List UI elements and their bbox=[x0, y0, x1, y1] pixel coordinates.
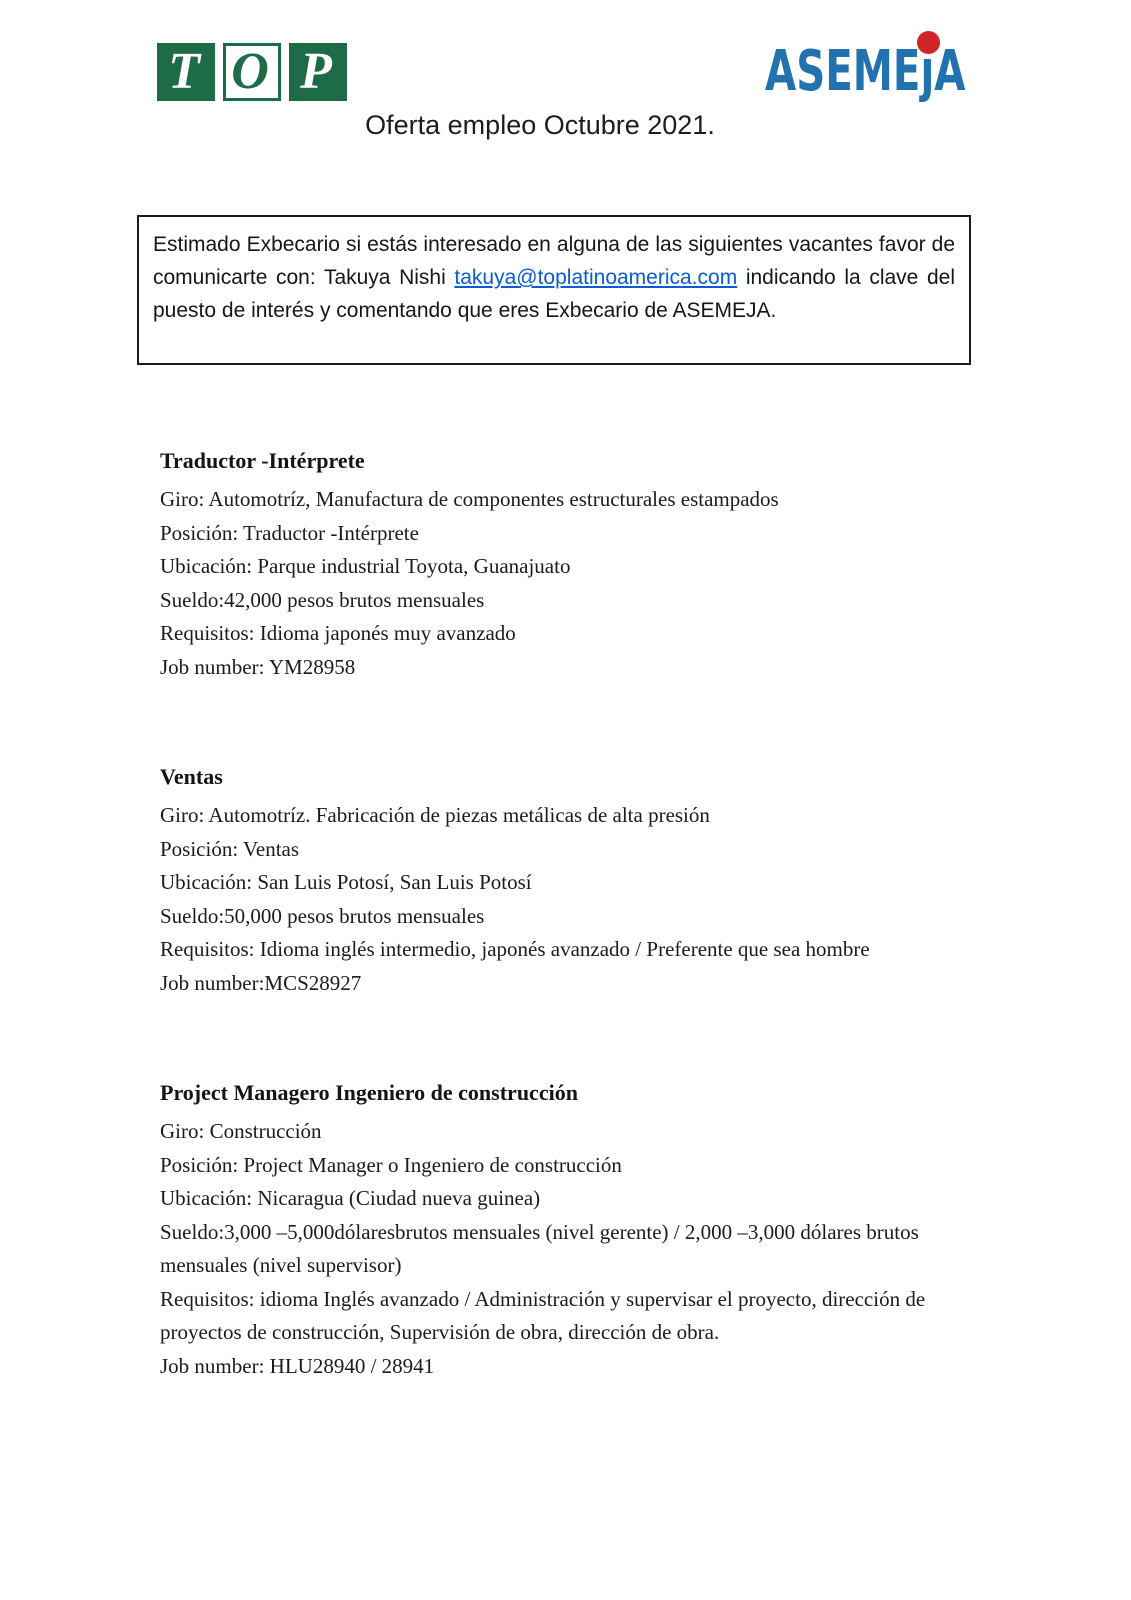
job-detail-line: Requisitos: idioma Inglés avanzado / Administración y supervisar el proyecto, dirección de bbox=[160, 1286, 926, 1311]
job-detail-line: Giro: Automotríz, Manufactura de componentes estructurales estampados bbox=[160, 487, 779, 511]
job-detail-line: Job number:MCS28927 bbox=[160, 970, 362, 995]
job-section-ventas bbox=[160, 760, 990, 1000]
job-detail-line: Posición: Traductor -Intérprete bbox=[160, 520, 419, 545]
email-link[interactable]: takuya@toplatinoamerica.com bbox=[454, 266, 738, 289]
job-section-project-manager bbox=[160, 1076, 990, 1383]
job-detail-line: Sueldo:50,000 pesos brutos mensuales bbox=[160, 903, 485, 928]
job-listings bbox=[160, 444, 990, 1459]
notice-paragraph bbox=[153, 228, 955, 327]
job-detail-line: Ubicación: San Luis Potosí, San Luis Potosí bbox=[160, 870, 532, 894]
job-detail-line: Job number: HLU28940 / 28941 bbox=[160, 1353, 435, 1378]
job-title: Traductor -Intérprete bbox=[160, 448, 365, 473]
job-detail-line: Requisitos: Idioma japonés muy avanzado bbox=[160, 621, 516, 645]
top-logo-letter-o: O bbox=[223, 43, 281, 101]
job-title: Project Managero Ingeniero de construcción bbox=[160, 1080, 578, 1105]
notice-text-before: Estimado Exbecario si estás interesado en alguna de las siguientes vacantes favor de comunicarte con: Takuya Nishi bbox=[153, 233, 955, 289]
job-title: Ventas bbox=[160, 764, 223, 789]
top-logo bbox=[157, 43, 347, 101]
asemeja-text-part2: A bbox=[934, 39, 966, 104]
job-detail-line: Posición: Project Manager o Ingeniero de construcción bbox=[160, 1152, 622, 1177]
job-detail-line: Requisitos: Idioma inglés intermedio, japonés avanzado / Preferente que sea hombre bbox=[160, 937, 870, 961]
notice-text-after: indicando la clave del puesto de interés y comentando que eres Exbecario de ASEMEJA. bbox=[153, 266, 955, 322]
top-logo-letter-t: T bbox=[157, 43, 215, 101]
job-detail-line: Giro: Construcción bbox=[160, 1119, 322, 1143]
asemeja-logo bbox=[765, 39, 975, 114]
job-detail-line: Giro: Automotríz. Fabricación de piezas metálicas de alta presión bbox=[160, 803, 710, 827]
asemeja-logo-text bbox=[765, 39, 966, 104]
page-title: Oferta empleo Octubre 2021. bbox=[365, 110, 715, 140]
job-detail-line: Sueldo:3,000 –5,000dólaresbrutos mensuales (nivel gerente) / 2,000 –3,000 dólares brutos bbox=[160, 1219, 919, 1244]
job-detail-line: Posición: Ventas bbox=[160, 836, 300, 861]
top-logo-letter-p: P bbox=[289, 43, 347, 101]
asemeja-text-part1: ASEME bbox=[765, 39, 921, 104]
notice-box bbox=[137, 215, 971, 365]
job-detail-line: Sueldo:42,000 pesos brutos mensuales bbox=[160, 587, 485, 612]
job-detail-line: mensuales (nivel supervisor) bbox=[160, 1253, 402, 1277]
job-detail-line: Ubicación: Nicaragua (Ciudad nueva guinea) bbox=[160, 1186, 541, 1210]
job-section-traductor bbox=[160, 444, 990, 684]
job-detail-line: proyectos de construcción, Supervisión de obra, dirección de obra. bbox=[160, 1320, 720, 1344]
job-detail-line: Ubicación: Parque industrial Toyota, Guanajuato bbox=[160, 554, 571, 578]
asemeja-text-j: ȷ bbox=[920, 39, 935, 104]
job-detail-line: Job number: YM28958 bbox=[160, 654, 356, 679]
